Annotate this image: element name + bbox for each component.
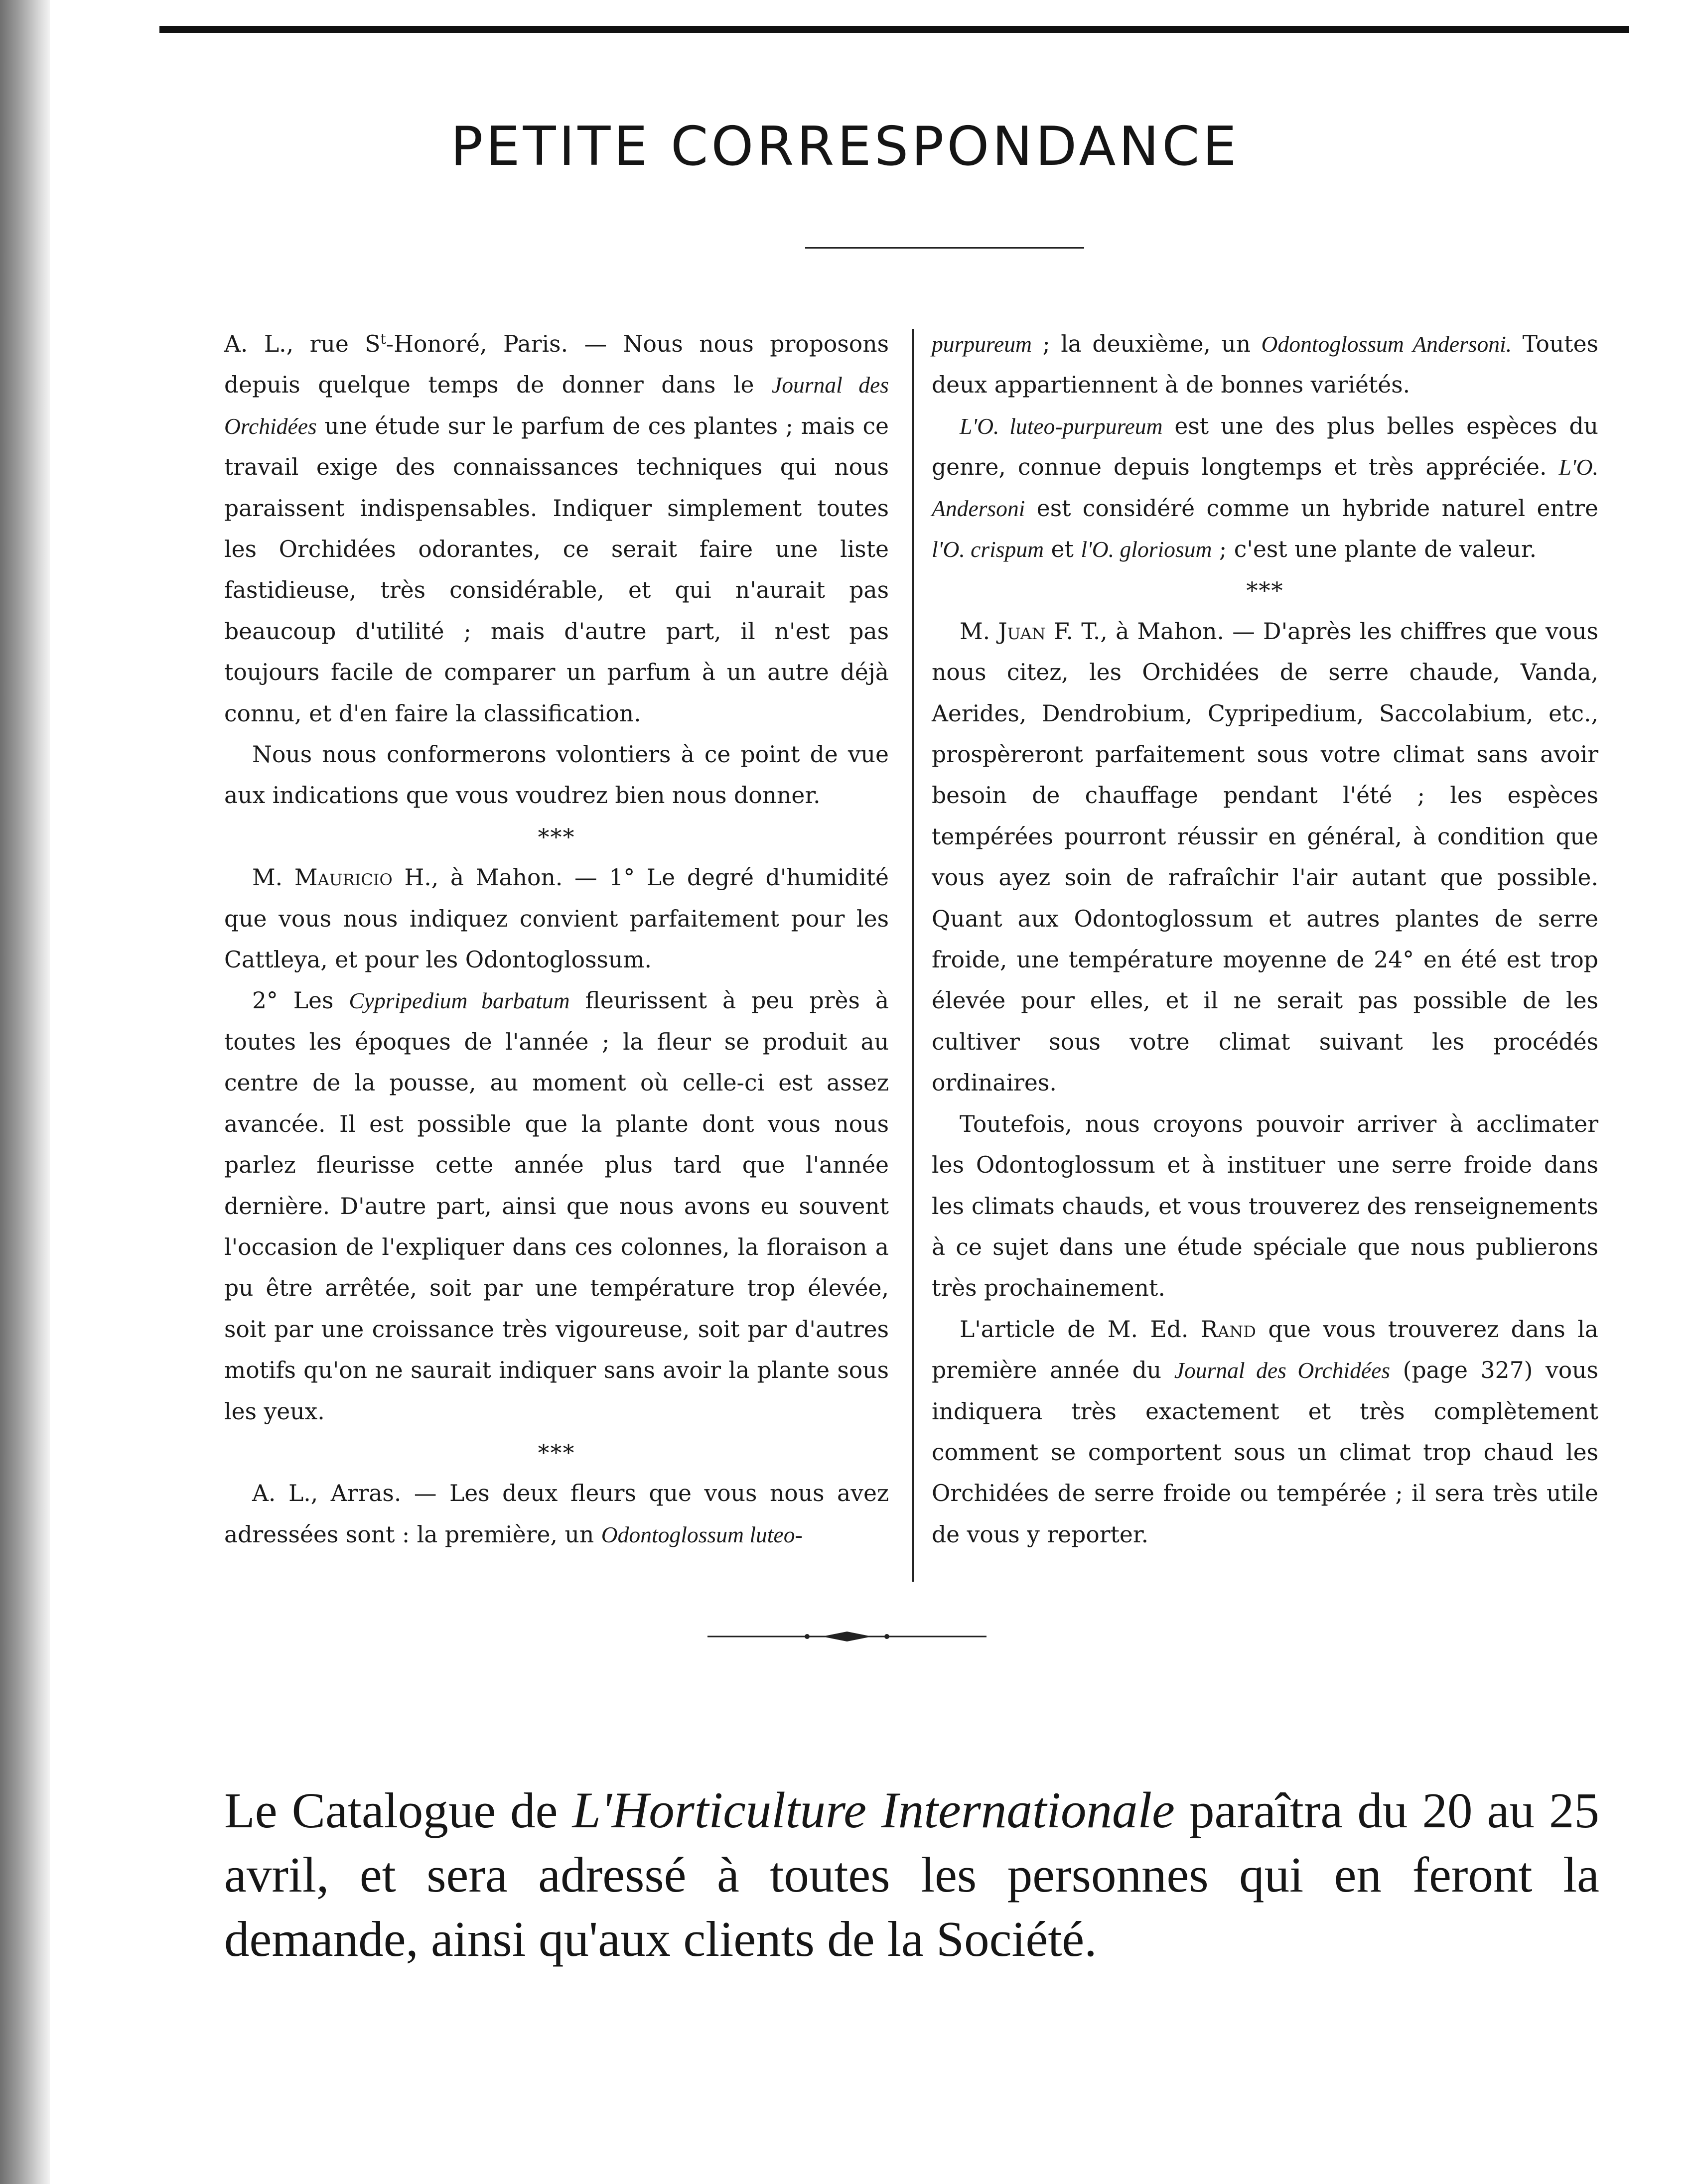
- page-title: PETITE CORRESPONDANCE: [450, 116, 1240, 178]
- catalogue-announcement: Le Catalogue de L'Horticulture Internationale paraîtra du 20 au 25 avril, et sera adressé à toutes les personnes qui en feront la demande, ainsi qu'aux clients de la Société.: [224, 1782, 1599, 1967]
- top-rule: [159, 26, 1629, 33]
- column-divider: [912, 329, 914, 1582]
- letter-mauricio: M. Mauricio H., à Mahon. — 1° Le degré d'humidité que vous nous indiquez convient parfaitement pour les Cattleya, et pour les Odontoglossum.: [224, 864, 889, 973]
- letter-juan: M. Juan F. T., à Mahon. — D'après les chiffres que vous nous citez, les Orchidées de serre chaude, Vanda, Aerides, Dendrobium, Cypripedium, Saccolabium, etc., prospèreront parfaitement sous votre climat sans avoir besoin de chauffage pendant l'été ; les espèces tempérées pourront réussir en général, à condition que vous ayez soin de rafraîchir l'air autant que possible. Quant aux Odontoglossum et autres plantes de serre froide, une température moyenne de 24° en été est trop élevée pour elles, et il ne serait pas possible de les cultiver sous votre climat suivant les procédés ordinaires.: [932, 618, 1598, 1096]
- paragraph: Nous nous conformerons volontiers à ce point de vue aux indications que vous voudrez bien nous donner.: [224, 741, 889, 809]
- paragraph: L'article de M. Ed. Rand que vous trouverez dans la première année du Journal des Orchidées (page 327) vous indiquera très exactement et très complètement comment se comportent sous un climat trop chaud les Orchidées de serre froide ou tempérée ; il sera très utile de vous y reporter.: [932, 1316, 1598, 1548]
- binding-gutter: [0, 0, 50, 2184]
- section-separator: ***: [538, 1439, 575, 1466]
- section-separator: ***: [538, 823, 575, 850]
- paragraph: purpureum ; la deuxième, un Odontoglossum Andersoni. Toutes deux appartiennent à de bonnes variétés.: [932, 331, 1598, 399]
- left-column: [224, 324, 889, 1555]
- letter-al-arras: A. L., Arras. — Les deux fleurs que vous nous avez adressées sont : la première, un Odontoglossum luteo-: [224, 1480, 889, 1548]
- title-rule: [805, 247, 1084, 249]
- paragraph: Toutefois, nous croyons pouvoir arriver à acclimater les Odontoglossum et à instituer une serre froide dans les climats chauds, et vous trouverez des renseignements à ce sujet dans une étude spéciale que nous publierons très prochainement.: [932, 1110, 1598, 1302]
- paragraph: L'O. luteo-purpureum est une des plus belles espèces du genre, connue depuis longtemps et très appréciée. L'O. Andersoni est considéré comme un hybride naturel entre l'O. crispum et l'O. gloriosum ; c'est une plante de valeur.: [932, 412, 1598, 563]
- paragraph: 2° Les Cypripedium barbatum fleurissent à peu près à toutes les époques de l'année ; la fleur se produit au centre de la pousse, au moment où celle-ci est assez avancée. Il est possible que la plante dont vous nous parlez fleurisse cette année plus tard que l'année dernière. D'autre part, ainsi que nous avons eu souvent l'occasion de l'expliquer dans ces colonnes, la floraison a pu être arrêtée, soit par une température trop élevée, soit par une croissance très vigoureuse, soit par d'autres motifs qu'on ne saurait indiquer sans avoir la plante sous les yeux.: [224, 987, 889, 1425]
- letter-al-paris: A. L., rue $S^t$-Honoré, Paris. — Nous nous proposons depuis quelque temps de donner dans le Journal des Orchidées une étude sur le parfum de ces plantes ; mais ce travail exige des connaissances techniques qui nous paraissent indispensables. Indiquer simplement toutes les Orchidées odorantes, ce serait faire une liste fastidieuse, très considérable, et qui n'aurait pas beaucoup d'utilité ; mais d'autre part, il n'est pas toujours facile de comparer un parfum à un autre déjà connu, et d'en faire la classification.: [224, 330, 889, 727]
- section-separator: ***: [1246, 577, 1284, 604]
- ornament-divider-icon: [707, 1627, 986, 1646]
- right-column: [932, 324, 1598, 1555]
